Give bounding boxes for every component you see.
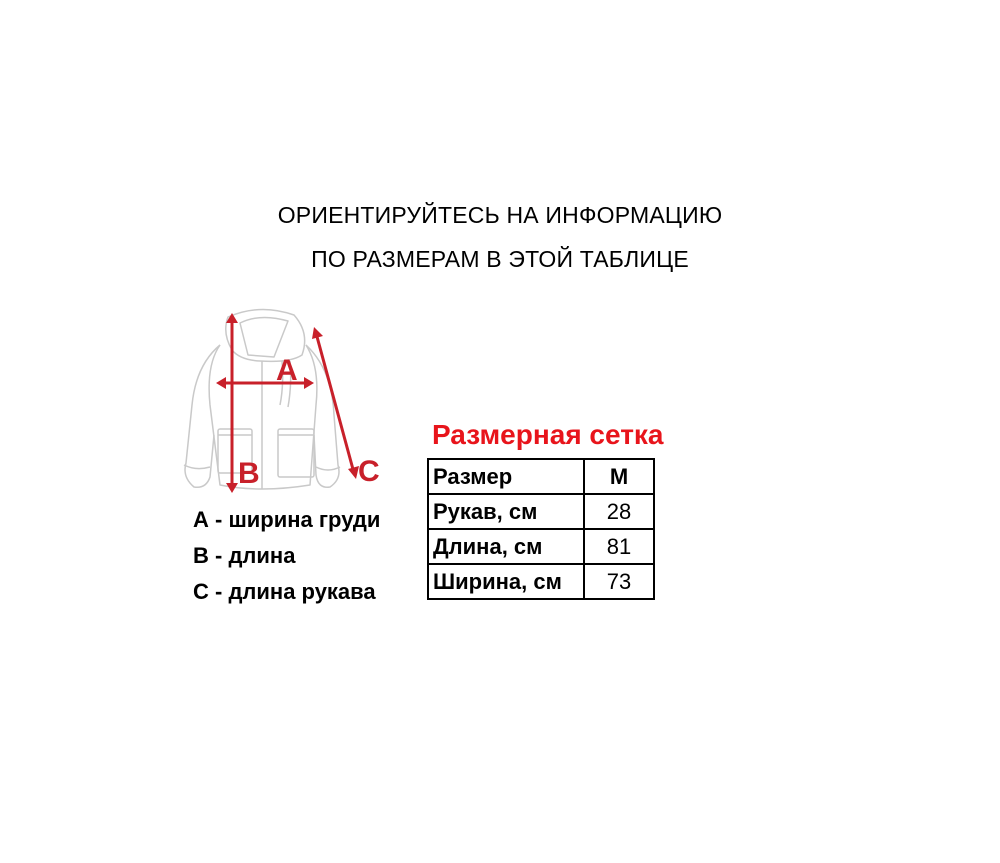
table-row (428, 494, 654, 529)
legend-c: С - длина рукава (193, 579, 376, 604)
label-c: C (358, 455, 380, 488)
row-value: 73 (584, 564, 654, 599)
legend-b: В - длина (193, 543, 296, 568)
label-a: A (276, 354, 298, 387)
row-label: Ширина, см (428, 564, 584, 599)
row-value: 81 (584, 529, 654, 564)
size-grid-title: Размерная сетка (432, 419, 664, 450)
label-b: B (238, 457, 260, 490)
heading-line-1: ОРИЕНТИРУЙТЕСЬ НА ИНФОРМАЦИЮ (277, 202, 723, 228)
jacket-measurement-diagram (170, 305, 400, 505)
table-row (428, 564, 654, 599)
size-table (427, 458, 655, 600)
row-label: Длина, см (428, 529, 584, 564)
row-value: 28 (584, 494, 654, 529)
heading-line-2: ПО РАЗМЕРАМ В ЭТОЙ ТАБЛИЦЕ (311, 246, 689, 272)
table-row (428, 529, 654, 564)
table-header-label: Размер (428, 459, 584, 494)
row-label: Рукав, см (428, 494, 584, 529)
legend-a: А - ширина груди (193, 507, 381, 532)
table-row (428, 459, 654, 494)
table-header-size: M (584, 459, 654, 494)
